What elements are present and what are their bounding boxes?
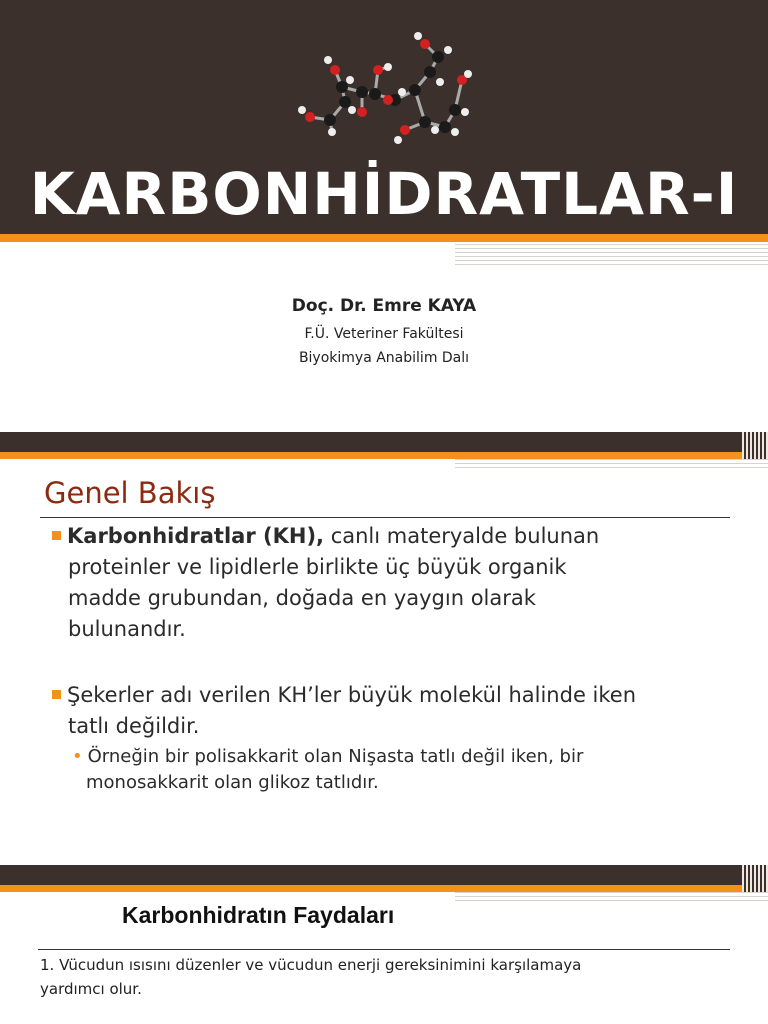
list-item	[40, 953, 700, 1001]
bullet-text: Şekerler adı verilen KH’ler büyük molekül halinde iken	[67, 683, 637, 707]
square-bullet-icon	[52, 690, 61, 699]
slide-title: KARBONHİDRATLAR-I	[29, 160, 739, 228]
molecule-icon	[290, 32, 480, 147]
title-rule	[40, 517, 730, 518]
square-bullet-icon	[52, 531, 61, 540]
dot-bullet-icon: •	[72, 746, 83, 767]
decorative-lines	[455, 892, 768, 902]
bullet-item	[52, 680, 732, 742]
title-rule	[38, 949, 730, 950]
affiliation-department: Biyokimya Anabilim Dalı	[298, 350, 470, 366]
sub-bullet-item	[72, 744, 732, 796]
accent-bar	[0, 234, 768, 242]
bullet-text: canlı materyalde bulunan	[324, 524, 600, 548]
bullet-text: proteinler ve lipidlerle birlikte üç büyük organik	[68, 555, 567, 579]
bullet-text: madde grubundan, doğada en yaygın olarak	[68, 586, 536, 610]
list-item-text: 1. Vücudun ısısını düzenler ve vücudun enerji gereksinimini karşılamaya	[40, 956, 582, 974]
accent-bar	[0, 885, 768, 892]
decorative-stripes	[742, 432, 768, 459]
slide-title: Karbonhidratın Faydaları	[122, 902, 395, 928]
affiliation-faculty: F.Ü. Veteriner Fakültesi	[304, 326, 464, 342]
decorative-lines	[455, 244, 768, 268]
bullet-item	[52, 521, 732, 645]
header-band	[0, 865, 768, 885]
benefits-slide	[0, 862, 768, 1024]
author-name: Doç. Dr. Emre KAYA	[291, 296, 477, 316]
decorative-lines	[455, 459, 768, 471]
title-slide	[0, 0, 768, 432]
bullet-text: bulunandır.	[68, 617, 186, 641]
bullet-bold-text: Karbonhidratlar (KH),	[67, 524, 325, 548]
sub-bullet-text: monosakkarit olan glikoz tatlıdır.	[86, 772, 379, 793]
sub-bullet-text: Örneğin bir polisakkarit olan Nişasta tatlı değil iken, bir	[87, 746, 584, 767]
decorative-stripes	[742, 865, 768, 892]
overview-slide	[0, 432, 768, 862]
slide-title: Genel Bakış	[44, 476, 216, 510]
bullet-text: tatlı değildir.	[68, 714, 200, 738]
list-item-text: yardımcı olur.	[40, 980, 142, 998]
accent-bar	[0, 452, 768, 459]
header-band	[0, 432, 768, 452]
